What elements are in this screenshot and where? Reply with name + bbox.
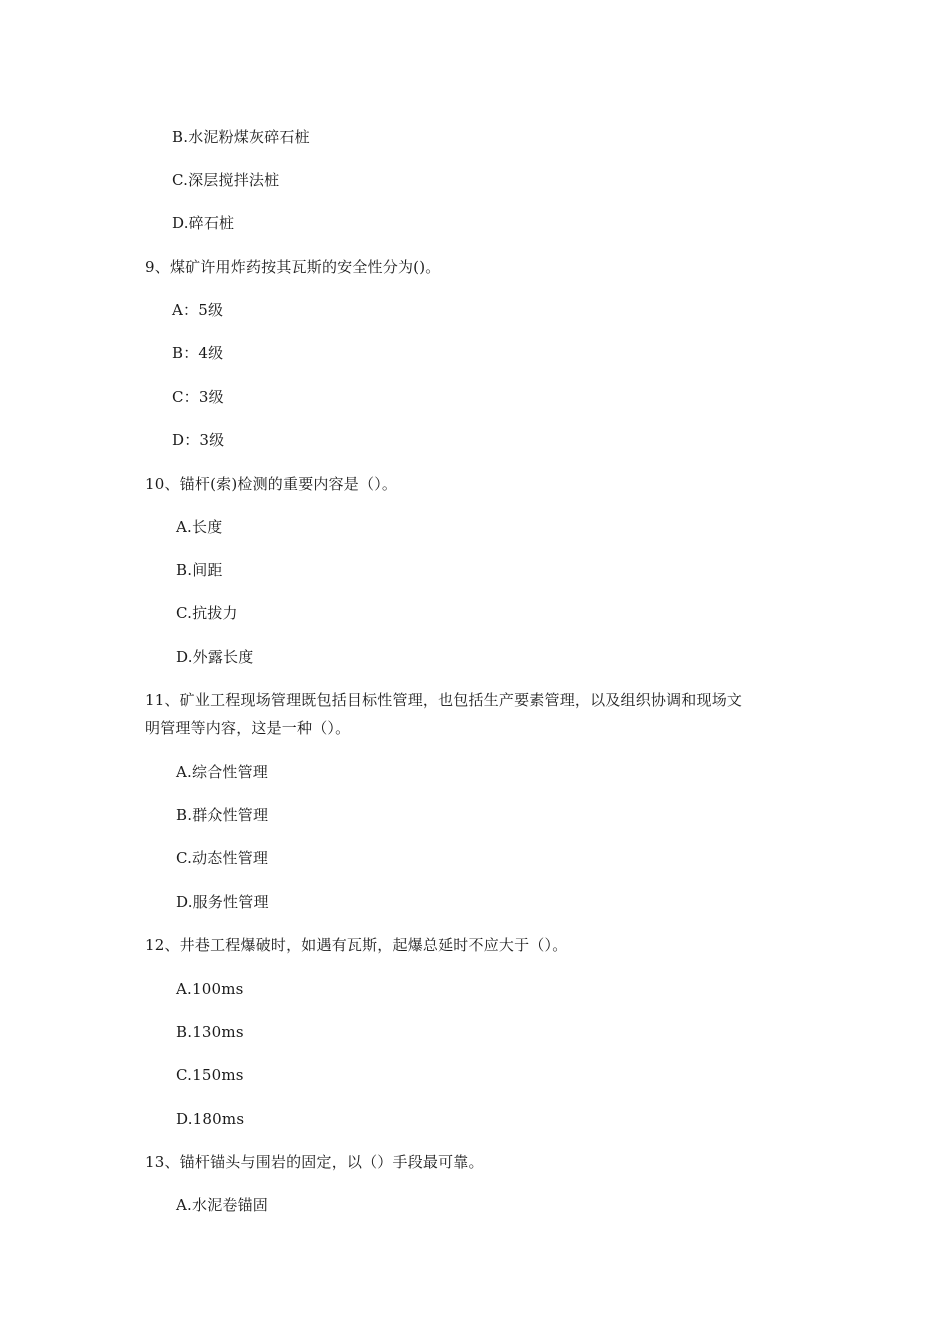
q13-stem: 13、锚杆锚头与围岩的固定，以（）手段最可靠。 <box>145 1153 484 1171</box>
q8-option-c: C.深层搅拌法桩 <box>172 171 280 189</box>
q10-option-b: B.间距 <box>176 561 223 579</box>
q9-option-d: D：3级 <box>172 431 225 449</box>
q12-option-c: C.150ms <box>176 1066 244 1084</box>
q9-stem: 9、煤矿许用炸药按其瓦斯的安全性分为()。 <box>145 258 441 276</box>
q9-option-a: A：5级 <box>172 301 224 319</box>
q8-option-b: B.水泥粉煤灰碎石桩 <box>172 128 310 146</box>
q11-stem-line2: 明管理等内容，这是一种（）。 <box>145 719 351 737</box>
q12-option-a: A.100ms <box>176 980 244 998</box>
q8-option-d: D.碎石桩 <box>172 214 235 232</box>
q11-option-b: B.群众性管理 <box>176 806 269 824</box>
q9-option-c: C：3级 <box>172 388 224 406</box>
q12-option-b: B.130ms <box>176 1023 244 1041</box>
q10-stem: 10、锚杆(索)检测的重要内容是（）。 <box>145 475 398 493</box>
q10-option-d: D.外露长度 <box>176 648 254 666</box>
q13-option-a: A.水泥卷锚固 <box>176 1196 269 1214</box>
q12-stem: 12、井巷工程爆破时，如遇有瓦斯，起爆总延时不应大于（）。 <box>145 936 568 954</box>
q11-option-c: C.动态性管理 <box>176 849 269 867</box>
q11-option-a: A.综合性管理 <box>176 763 269 781</box>
q9-option-b: B：4级 <box>172 344 224 362</box>
q10-option-c: C.抗拔力 <box>176 604 238 622</box>
q10-option-a: A.长度 <box>176 518 223 536</box>
q11-option-d: D.服务性管理 <box>176 893 269 911</box>
q11-stem-line1: 11、矿业工程现场管理既包括目标性管理，也包括生产要素管理，以及组织协调和现场文 <box>145 691 743 709</box>
q12-option-d: D.180ms <box>176 1110 245 1128</box>
